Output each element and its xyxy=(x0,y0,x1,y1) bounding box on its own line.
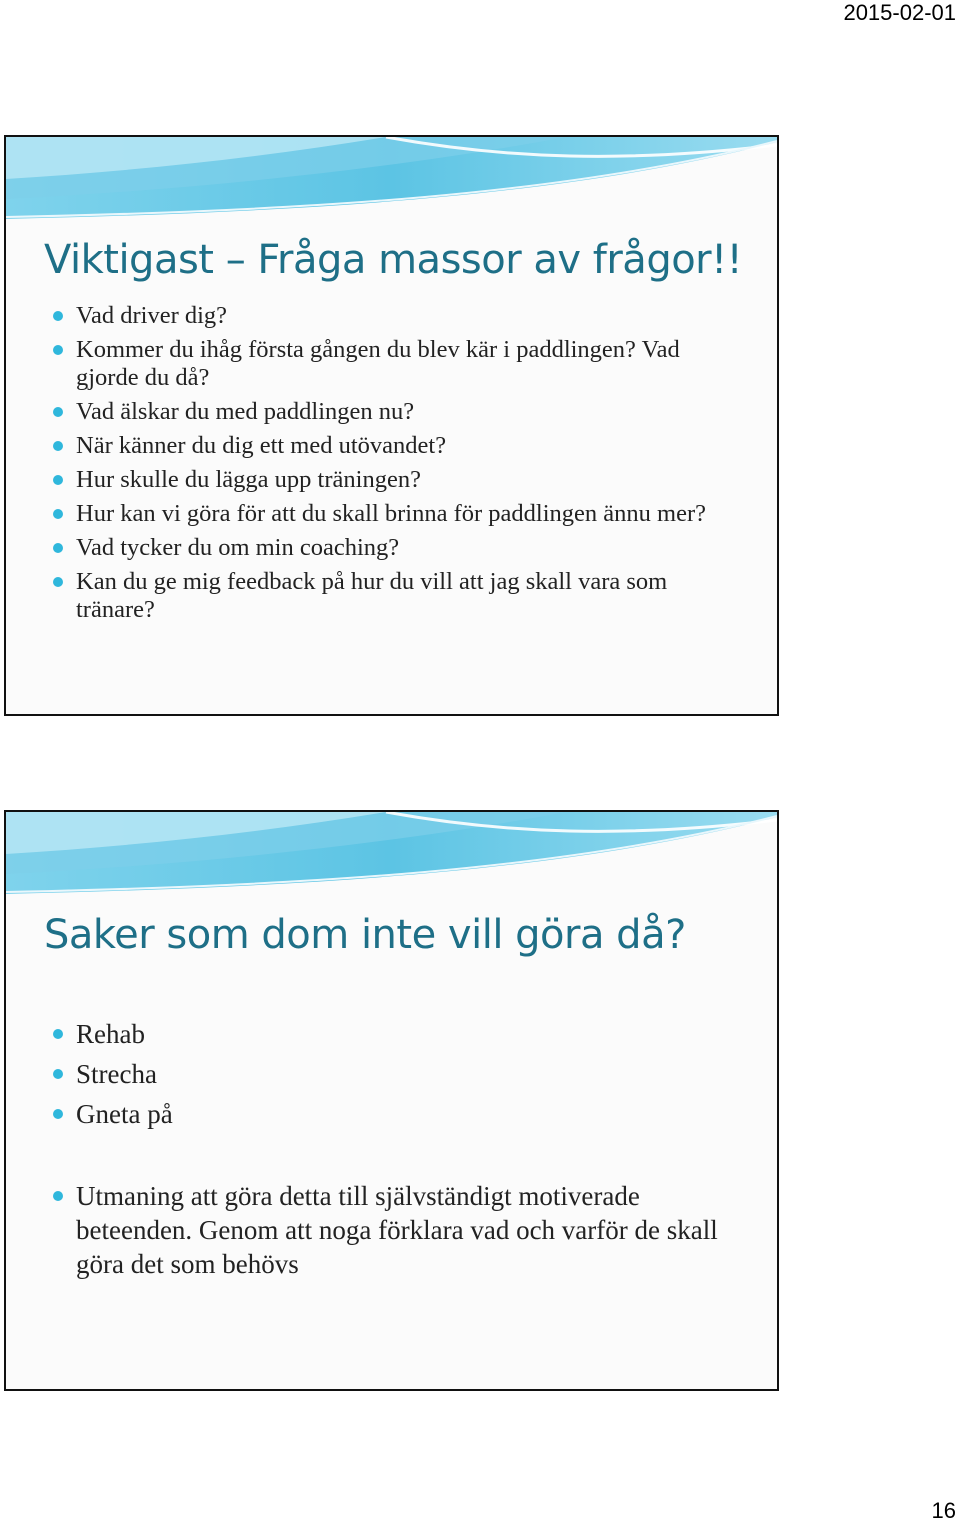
wave-header-graphic xyxy=(6,137,777,227)
list-item: Strecha xyxy=(52,1057,742,1091)
page-number: 16 xyxy=(931,1498,956,1523)
list-item: Vad tycker du om min coaching? xyxy=(52,534,742,562)
list-item: Kan du ge mig feedback på hur du vill att jag skall vara som tränare? xyxy=(52,568,742,624)
slide-title: Viktigast – Fråga massor av frågor!! xyxy=(44,237,743,283)
list-item: Kommer du ihåg första gången du blev kär i paddlingen? Vad gjorde du då? xyxy=(52,336,742,392)
list-item: Vad älskar du med paddlingen nu? xyxy=(52,398,742,426)
slide-2 xyxy=(4,810,779,1391)
page-date: 2015-02-01 xyxy=(843,0,956,25)
list-item: Utmaning att göra detta till självständigt motiverade beteenden. Genom att noga förklara vad och varför de skall göra det som behövs xyxy=(52,1179,742,1281)
bullet-list xyxy=(52,1179,742,1287)
list-item: Rehab xyxy=(52,1017,742,1051)
list-item: Gneta på xyxy=(52,1097,742,1131)
list-item: Hur skulle du lägga upp träningen? xyxy=(52,466,742,494)
wave-header-graphic xyxy=(6,812,777,902)
list-item: När känner du dig ett med utövandet? xyxy=(52,432,742,460)
bullet-list xyxy=(52,1017,742,1137)
list-item: Vad driver dig? xyxy=(52,302,742,330)
slide-1 xyxy=(4,135,779,716)
bullet-list xyxy=(52,302,742,630)
slide-title: Saker som dom inte vill göra då? xyxy=(44,912,686,958)
list-item: Hur kan vi göra för att du skall brinna för paddlingen ännu mer? xyxy=(52,500,742,528)
